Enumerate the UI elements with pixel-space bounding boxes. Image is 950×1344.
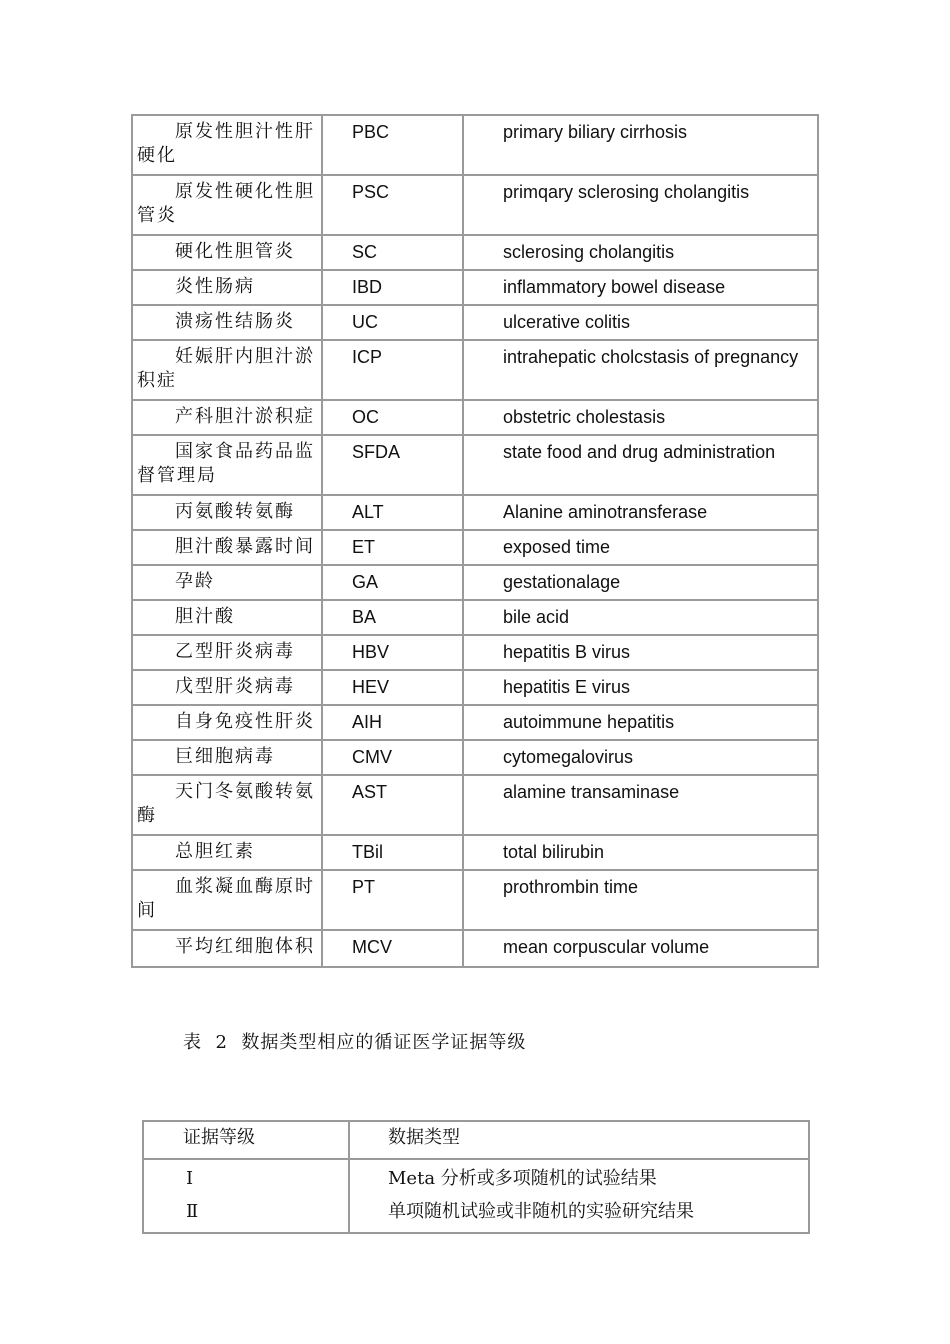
chinese-term-cell: 炎性肠病 xyxy=(133,271,323,304)
abbreviation-table xyxy=(131,114,819,968)
chinese-term-cell: 丙氨酸转氨酶 xyxy=(133,496,323,529)
abbreviation-row xyxy=(133,776,817,836)
chinese-term-cell: 妊娠肝内胆汁淤积症 xyxy=(133,341,323,399)
chinese-term-cell: 戊型肝炎病毒 xyxy=(133,671,323,704)
abbreviation-row xyxy=(133,271,817,306)
data-type-column xyxy=(350,1160,808,1232)
chinese-term-cell: 胆汁酸 xyxy=(133,601,323,634)
abbreviation-row xyxy=(133,306,817,341)
english-term-cell: state food and drug administration xyxy=(503,442,776,462)
abbreviation-row xyxy=(133,636,817,671)
english-term-cell: bile acid xyxy=(503,607,570,627)
abbreviation-cell: BA xyxy=(323,601,464,634)
abbreviation-cell: HBV xyxy=(323,636,464,669)
english-term-cell: exposed time xyxy=(503,537,611,557)
chinese-term-cell: 天门冬氨酸转氨酶 xyxy=(133,776,323,834)
data-type-cell: 单项随机试验或非随机的实验研究结果 xyxy=(388,1201,694,1222)
evidence-table-header xyxy=(144,1122,808,1160)
abbreviation-cell: GA xyxy=(323,566,464,599)
abbreviation-row xyxy=(133,836,817,871)
english-term-cell: mean corpuscular volume xyxy=(503,937,710,957)
chinese-term-cell: 平均红细胞体积 xyxy=(133,931,323,966)
abbreviation-row xyxy=(133,496,817,531)
chinese-term-cell: 乙型肝炎病毒 xyxy=(133,636,323,669)
chinese-term-cell: 总胆红素 xyxy=(133,836,323,869)
english-term-cell: cytomegalovirus xyxy=(503,747,634,767)
data-type-cell: Meta 分析或多项随机的试验结果 xyxy=(388,1168,657,1189)
abbreviation-row xyxy=(133,671,817,706)
header-data-type: 数据类型 xyxy=(388,1127,460,1148)
abbreviation-row xyxy=(133,741,817,776)
abbreviation-cell: IBD xyxy=(323,271,464,304)
chinese-term-cell: 国家食品药品监督管理局 xyxy=(133,436,323,494)
abbreviation-row xyxy=(133,401,817,436)
english-term-cell: inflammatory bowel disease xyxy=(503,277,726,297)
abbreviation-cell: SC xyxy=(323,236,464,269)
english-term-cell: obstetric cholestasis xyxy=(503,407,666,427)
evidence-level-column xyxy=(144,1160,350,1232)
evidence-level-table xyxy=(142,1120,810,1234)
chinese-term-cell: 原发性硬化性胆管炎 xyxy=(133,176,323,234)
abbreviation-row xyxy=(133,531,817,566)
abbreviation-cell: TBil xyxy=(323,836,464,869)
abbreviation-row xyxy=(133,436,817,496)
chinese-term-cell: 巨细胞病毒 xyxy=(133,741,323,774)
abbreviation-row xyxy=(133,116,817,176)
abbreviation-cell: MCV xyxy=(323,931,464,966)
abbreviation-row xyxy=(133,706,817,741)
abbreviation-cell: ET xyxy=(323,531,464,564)
abbreviation-row xyxy=(133,176,817,236)
english-term-cell: hepatitis B virus xyxy=(503,642,631,662)
chinese-term-cell: 胆汁酸暴露时间 xyxy=(133,531,323,564)
chinese-term-cell: 硬化性胆管炎 xyxy=(133,236,323,269)
abbreviation-cell: PSC xyxy=(323,176,464,234)
english-term-cell: primary biliary cirrhosis xyxy=(503,122,688,142)
abbreviation-cell: OC xyxy=(323,401,464,434)
abbreviation-row xyxy=(133,566,817,601)
chinese-term-cell: 原发性胆汁性肝硬化 xyxy=(133,116,323,174)
english-term-cell: hepatitis E virus xyxy=(503,677,631,697)
abbreviation-cell: AST xyxy=(323,776,464,834)
chinese-term-cell: 血浆凝血酶原时间 xyxy=(133,871,323,929)
english-term-cell: intrahepatic cholcstasis of pregnancy xyxy=(503,347,799,367)
abbreviation-row xyxy=(133,236,817,271)
abbreviation-row xyxy=(133,931,817,966)
header-evidence-level: 证据等级 xyxy=(144,1122,350,1158)
abbreviation-row xyxy=(133,871,817,931)
abbreviation-cell: SFDA xyxy=(323,436,464,494)
abbreviation-row xyxy=(133,601,817,636)
english-term-cell: autoimmune hepatitis xyxy=(503,712,675,732)
chinese-term-cell: 产科胆汁淤积症 xyxy=(133,401,323,434)
abbreviation-row xyxy=(133,341,817,401)
english-term-cell: ulcerative colitis xyxy=(503,312,631,332)
abbreviation-cell: PBC xyxy=(323,116,464,174)
evidence-table-body xyxy=(144,1160,808,1232)
english-term-cell: primqary sclerosing cholangitis xyxy=(503,182,750,202)
abbreviation-cell: HEV xyxy=(323,671,464,704)
english-term-cell: gestationalage xyxy=(503,572,621,592)
english-term-cell: total bilirubin xyxy=(503,842,605,862)
abbreviation-cell: AIH xyxy=(323,706,464,739)
evidence-level-cell: Ⅰ xyxy=(186,1168,194,1189)
chinese-term-cell: 孕龄 xyxy=(133,566,323,599)
english-term-cell: sclerosing cholangitis xyxy=(503,242,675,262)
abbreviation-cell: PT xyxy=(323,871,464,929)
evidence-level-cell: Ⅱ xyxy=(186,1201,199,1222)
english-term-cell: Alanine aminotransferase xyxy=(503,502,708,522)
english-term-cell: alamine transaminase xyxy=(503,782,680,802)
chinese-term-cell: 溃疡性结肠炎 xyxy=(133,306,323,339)
english-term-cell: prothrombin time xyxy=(503,877,639,897)
abbreviation-cell: ALT xyxy=(323,496,464,529)
table-2-caption: 表 2 数据类型相应的循证医学证据等级 xyxy=(183,1032,527,1053)
abbreviation-cell: CMV xyxy=(323,741,464,774)
abbreviation-cell: UC xyxy=(323,306,464,339)
abbreviation-cell: ICP xyxy=(323,341,464,399)
chinese-term-cell: 自身免疫性肝炎 xyxy=(133,706,323,739)
